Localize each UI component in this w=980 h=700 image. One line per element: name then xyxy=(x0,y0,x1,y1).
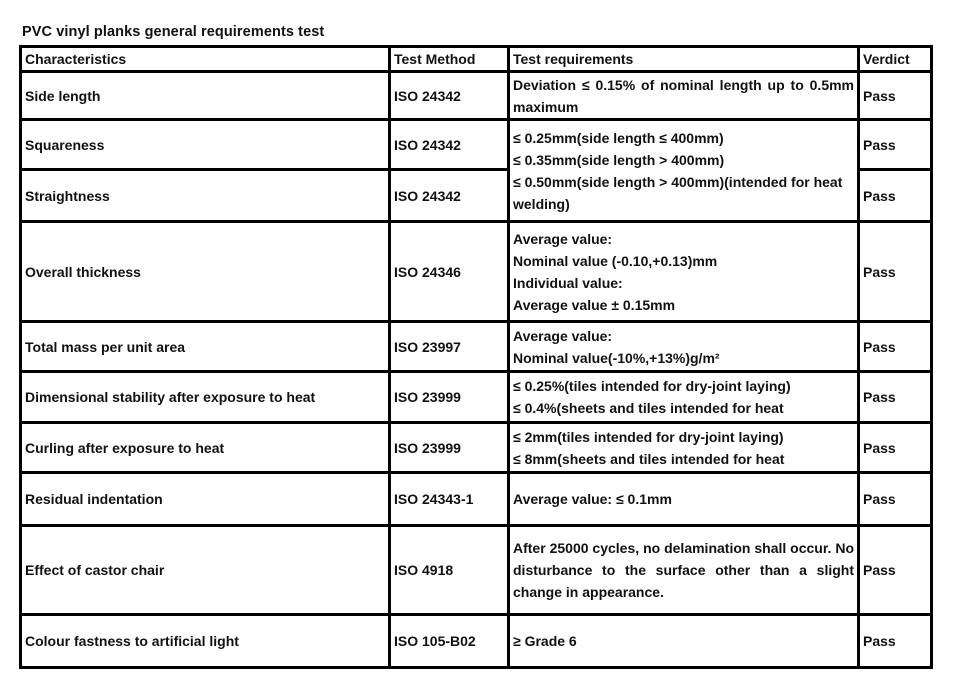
requirement-line: ≤ 2mm(tiles intended for dry-joint laying) xyxy=(513,428,784,445)
verdict-cell: Pass xyxy=(859,423,932,473)
header-test-requirements: Test requirements xyxy=(509,47,859,72)
requirements-cell: ≥ Grade 6 xyxy=(509,615,859,668)
method-cell: ISO 23999 xyxy=(390,372,509,423)
requirement-line: ≤ 8mm(sheets and tiles intended for heat xyxy=(513,450,785,467)
table-row xyxy=(21,120,932,170)
table-header-row xyxy=(21,47,932,72)
characteristic-cell: Curling after exposure to heat xyxy=(21,423,390,473)
header-characteristics: Characteristics xyxy=(21,47,390,72)
requirement-line: ≤ 0.25mm(side length ≤ 400mm) xyxy=(513,129,724,146)
method-cell: ISO 23999 xyxy=(390,423,509,473)
requirements-cell xyxy=(509,372,859,423)
requirement-line: ≤ 0.50mm(side length > 400mm)(intended for heat welding) xyxy=(513,173,843,212)
method-cell: ISO 24346 xyxy=(390,222,509,322)
requirements-table xyxy=(19,45,933,669)
verdict-cell: Pass xyxy=(859,72,932,120)
method-cell: ISO 24343-1 xyxy=(390,473,509,526)
method-cell: ISO 24342 xyxy=(390,120,509,170)
verdict-cell: Pass xyxy=(859,222,932,322)
table-row xyxy=(21,473,932,526)
requirements-cell: Deviation ≤ 0.15% of nominal length up to 0.5mm maximum xyxy=(509,72,859,120)
requirements-cell xyxy=(509,423,859,473)
characteristic-cell: Dimensional stability after exposure to heat xyxy=(21,372,390,423)
characteristic-cell: Side length xyxy=(21,72,390,120)
requirement-line: Average value ± 0.15mm xyxy=(513,296,676,313)
requirements-cell: After 25000 cycles, no delamination shall occur. No disturbance to the surface other than a slight change in appearance. xyxy=(509,526,859,615)
table-row xyxy=(21,322,932,372)
table-row xyxy=(21,222,932,322)
method-cell: ISO 24342 xyxy=(390,170,509,222)
verdict-cell: Pass xyxy=(859,170,932,222)
requirement-line: ≤ 0.25%(tiles intended for dry-joint laying) xyxy=(513,378,791,394)
characteristic-cell: Colour fastness to artificial light xyxy=(21,615,390,668)
table-row xyxy=(21,423,932,473)
characteristic-cell: Straightness xyxy=(21,170,390,222)
requirement-line: Nominal value(-10%,+13%)g/m² xyxy=(513,349,720,366)
table-row xyxy=(21,526,932,615)
requirements-cell xyxy=(509,120,859,222)
verdict-cell: Pass xyxy=(859,473,932,526)
requirement-line: Nominal value (-0.10,+0.13)mm xyxy=(513,252,718,269)
requirements-cell: Average value: ≤ 0.1mm xyxy=(509,473,859,526)
requirement-line: Individual value: xyxy=(513,274,623,291)
verdict-cell: Pass xyxy=(859,120,932,170)
requirement-line: Average value: xyxy=(513,230,613,247)
characteristic-cell: Residual indentation xyxy=(21,473,390,526)
document-title: PVC vinyl planks general requirements test xyxy=(22,24,325,40)
table-row xyxy=(21,72,932,120)
requirement-line: Average value: xyxy=(513,327,613,344)
characteristic-cell: Overall thickness xyxy=(21,222,390,322)
requirement-line: ≤ 0.4%(sheets and tiles intended for heat xyxy=(513,400,784,416)
characteristic-cell: Effect of castor chair xyxy=(21,526,390,615)
requirements-cell xyxy=(509,322,859,372)
verdict-cell: Pass xyxy=(859,372,932,423)
method-cell: ISO 4918 xyxy=(390,526,509,615)
table-row xyxy=(21,372,932,423)
verdict-cell: Pass xyxy=(859,615,932,668)
header-test-method: Test Method xyxy=(390,47,509,72)
requirement-line: ≤ 0.35mm(side length > 400mm) xyxy=(513,151,725,168)
characteristic-cell: Squareness xyxy=(21,120,390,170)
header-verdict: Verdict xyxy=(859,47,932,72)
verdict-cell: Pass xyxy=(859,526,932,615)
method-cell: ISO 23997 xyxy=(390,322,509,372)
requirements-cell xyxy=(509,222,859,322)
method-cell: ISO 24342 xyxy=(390,72,509,120)
characteristic-cell: Total mass per unit area xyxy=(21,322,390,372)
verdict-cell: Pass xyxy=(859,322,932,372)
table-row xyxy=(21,615,932,668)
method-cell: ISO 105-B02 xyxy=(390,615,509,668)
